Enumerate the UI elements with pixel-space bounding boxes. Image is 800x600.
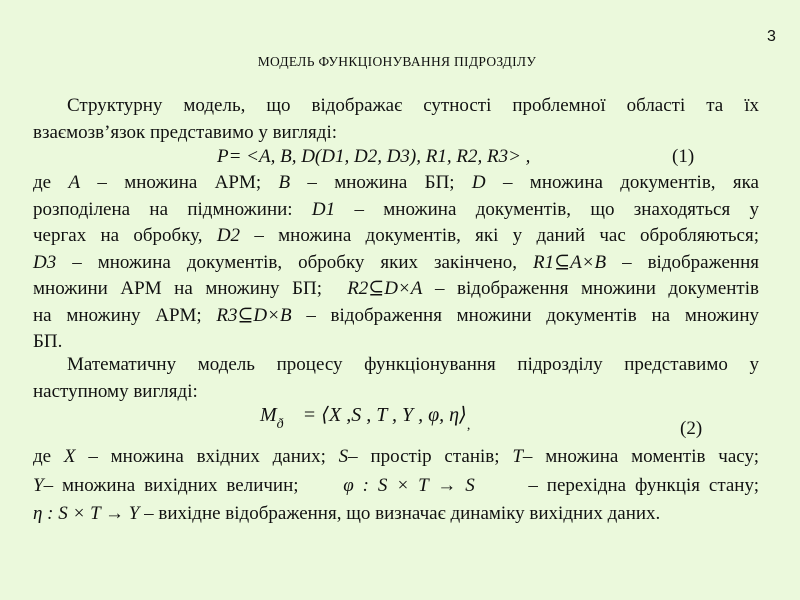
text-line: Y– множина вихідних величин; φ : S × T → S – перехідна функція стану;	[33, 474, 760, 496]
text-line: де X – множина вхідних даних; S– простір станів; T– множина моментів часу;	[33, 446, 759, 467]
text-line: наступному вигляді:	[33, 380, 198, 402]
paragraph-math-model	[33, 352, 759, 405]
text-line: розподілена на підмножини: D1 – множина документів, що знаходяться у	[33, 198, 760, 220]
text-line: де A – множина АРМ; B – множина БП; D – множина документів, яка	[33, 172, 759, 193]
text-line: множини АРМ на множину БП; R2⊆D×A – відображення множини документів	[33, 278, 759, 299]
text-line: БП.	[33, 331, 63, 352]
output-mapping-formula: η : S × T → Y	[33, 502, 140, 524]
text-line: на множину АРМ; R3⊆D×B – відображення множини документів на множину	[33, 304, 759, 326]
text-line: D3 – множина документів, обробку яких закінчено, R1⊆A×B – відображення	[33, 251, 759, 273]
formula-2: $M_ð$ = ⟨X ,S , T , Y , φ, $\eta⟩_,$	[260, 404, 471, 433]
paragraph-definitions	[33, 170, 759, 356]
paragraph-intro	[33, 93, 759, 146]
text-line: чергах на обробку, D2 – множина документів, які у даний час обробляються;	[33, 225, 759, 246]
page-title: МОДЕЛЬ ФУНКЦІОНУВАННЯ ПІДРОЗДІЛУ	[257, 54, 537, 69]
text-line: взаємозв’язок представимо у вигляді:	[33, 121, 337, 143]
text-line: η : S × T → Y – вихідне відображення, що визначає динаміку вихідних даних.	[33, 502, 661, 524]
text-line: Математичну модель процесу функціонування підрозділу представимо у	[67, 354, 759, 375]
text-line: Структурну модель, що відображає сутності проблемної області та їх	[67, 95, 759, 116]
transition-function-formula: φ : S × T → S	[343, 474, 475, 496]
page-number: 3	[767, 28, 776, 45]
formula-1: P= <A, B, D(D1, D2, D3), R1, R2, R3> ,	[217, 146, 531, 167]
equation-number-2: (2)	[680, 418, 703, 439]
paragraph-variables	[33, 444, 759, 527]
equation-number-1: (1)	[672, 146, 695, 167]
